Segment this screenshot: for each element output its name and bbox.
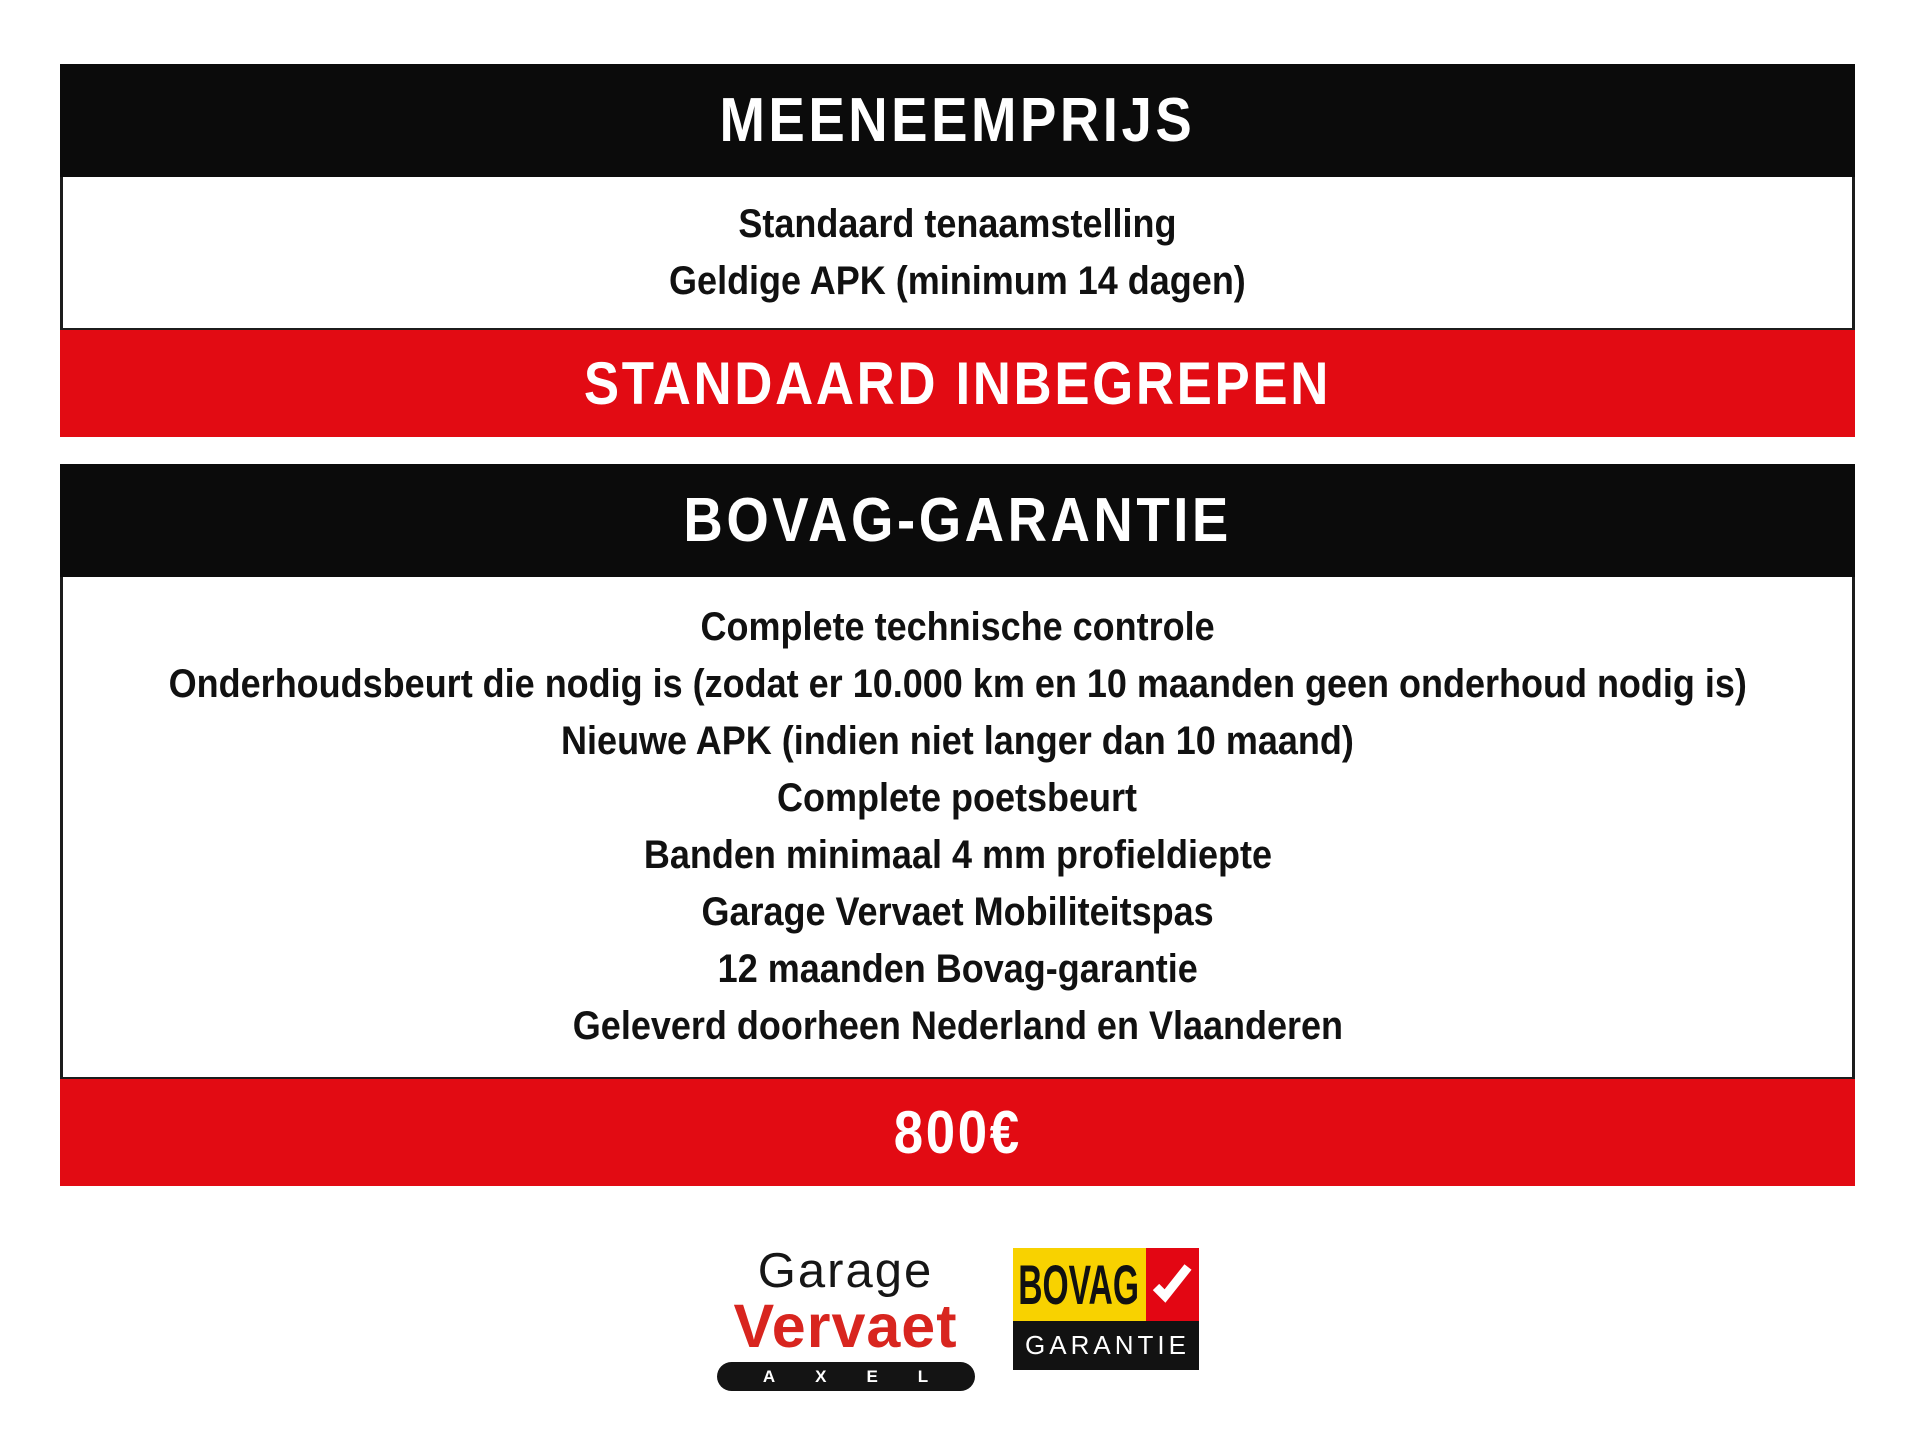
bovag-garantie-title: BOVAG-GARANTIE xyxy=(683,486,1232,555)
meeneemprijs-header-bar xyxy=(60,64,1855,177)
bovag-garantie-panel xyxy=(60,464,1855,1186)
check-icon xyxy=(1152,1263,1192,1307)
price-poster xyxy=(60,64,1855,1391)
bovag-garantie-body xyxy=(60,577,1855,1079)
bovag-garantie-band xyxy=(1013,1321,1199,1370)
bovag-garantie-label: GARANTIE xyxy=(1025,1330,1190,1360)
logos-row xyxy=(60,1244,1855,1391)
bovag-garantie-header-bar xyxy=(60,464,1855,577)
bovag-red-cell xyxy=(1146,1248,1199,1321)
price-banner xyxy=(60,1079,1855,1186)
list-item: Geldige APK (minimum 14 dagen) xyxy=(669,258,1246,303)
vervaet-wordmark: Vervaet xyxy=(733,1291,958,1360)
list-item: Complete poetsbeurt xyxy=(777,776,1138,820)
standaard-inbegrepen-label: STANDAARD INBEGREPEN xyxy=(583,350,1332,417)
standaard-inbegrepen-banner xyxy=(60,330,1855,437)
bovag-logo-top xyxy=(1013,1248,1199,1321)
list-item: Standaard tenaamstelling xyxy=(738,201,1177,246)
axel-badge-label: AXEL xyxy=(762,1367,969,1387)
bovag-garantie-logo xyxy=(1013,1248,1199,1370)
meeneemprijs-title: MEENEEMPRIJS xyxy=(719,86,1196,155)
bovag-wordmark: BOVAG xyxy=(1018,1253,1140,1316)
list-item: Garage Vervaet Mobiliteitspas xyxy=(701,890,1214,934)
list-item: Banden minimaal 4 mm profieldiepte xyxy=(643,833,1272,877)
list-item: Nieuwe APK (indien niet langer dan 10 maand) xyxy=(561,719,1354,763)
list-item: Complete technische controle xyxy=(700,605,1215,649)
bovag-yellow-cell xyxy=(1013,1248,1146,1321)
garage-wordmark: Garage xyxy=(757,1244,934,1298)
list-item: Geleverd doorheen Nederland en Vlaanderen xyxy=(572,1004,1343,1048)
list-item: 12 maanden Bovag-garantie xyxy=(717,947,1198,991)
list-item: Onderhoudsbeurt die nodig is (zodat er 10.000 km en 10 maanden geen onderhoud nodig is) xyxy=(168,662,1747,706)
price-label: 800€ xyxy=(893,1099,1022,1166)
meeneemprijs-panel xyxy=(60,64,1855,437)
garage-vervaet-logo xyxy=(717,1244,975,1391)
meeneemprijs-body xyxy=(60,177,1855,330)
axel-badge xyxy=(717,1362,975,1391)
